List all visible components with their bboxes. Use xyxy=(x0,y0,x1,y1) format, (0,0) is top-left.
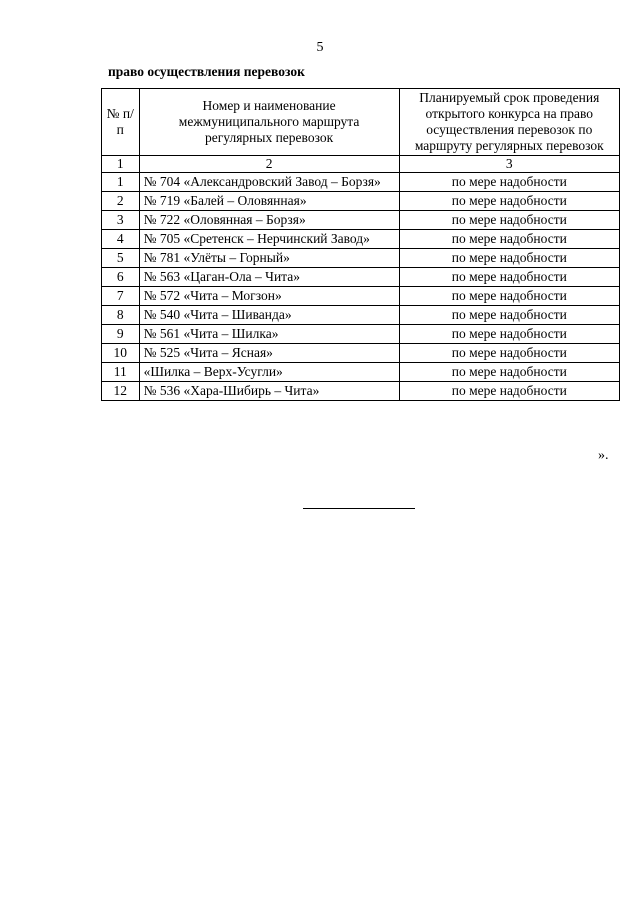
row-number: 2 xyxy=(102,192,140,211)
routes-table xyxy=(101,88,620,401)
table-row xyxy=(102,287,620,306)
contest-term: по мере надобности xyxy=(399,344,619,363)
contest-term: по мере надобности xyxy=(399,306,619,325)
column-number: 1 xyxy=(102,156,140,173)
route-name: № 719 «Балей – Оловянная» xyxy=(139,192,399,211)
row-number: 7 xyxy=(102,287,140,306)
column-number: 3 xyxy=(399,156,619,173)
table-row xyxy=(102,382,620,401)
contest-term: по мере надобности xyxy=(399,173,619,192)
row-number: 10 xyxy=(102,344,140,363)
route-name: № 540 «Чита – Шиванда» xyxy=(139,306,399,325)
header-route: Номер и наименование межмуниципального маршрута регулярных перевозок xyxy=(139,89,399,156)
row-number: 9 xyxy=(102,325,140,344)
contest-term: по мере надобности xyxy=(399,268,619,287)
route-name: № 705 «Сретенск – Нерчинский Завод» xyxy=(139,230,399,249)
column-number-row xyxy=(102,156,620,173)
closing-quote-mark: ». xyxy=(598,448,609,463)
route-name: № 704 «Александровский Завод – Борзя» xyxy=(139,173,399,192)
row-number: 11 xyxy=(102,363,140,382)
page-number: 5 xyxy=(316,40,324,55)
route-name: № 536 «Хара-Шибирь – Чита» xyxy=(139,382,399,401)
table-row xyxy=(102,325,620,344)
contest-term: по мере надобности xyxy=(399,287,619,306)
column-number: 2 xyxy=(139,156,399,173)
route-name: № 561 «Чита – Шилка» xyxy=(139,325,399,344)
table-header-row xyxy=(102,89,620,156)
route-name: № 572 «Чита – Могзон» xyxy=(139,287,399,306)
section-heading: право осуществления перевозок xyxy=(108,64,305,79)
row-number: 8 xyxy=(102,306,140,325)
end-divider-line xyxy=(303,508,415,509)
row-number: 4 xyxy=(102,230,140,249)
table-row xyxy=(102,192,620,211)
table-row xyxy=(102,173,620,192)
table-row xyxy=(102,249,620,268)
route-name: «Шилка – Верх-Усугли» xyxy=(139,363,399,382)
contest-term: по мере надобности xyxy=(399,230,619,249)
contest-term: по мере надобности xyxy=(399,363,619,382)
header-number: № п/п xyxy=(102,89,140,156)
contest-term: по мере надобности xyxy=(399,211,619,230)
route-name: № 781 «Улёты – Горный» xyxy=(139,249,399,268)
table-row xyxy=(102,230,620,249)
contest-term: по мере надобности xyxy=(399,325,619,344)
header-term: Планируемый срок проведения открытого конкурса на право осуществления перевозок по маршруту регулярных перевозок xyxy=(399,89,619,156)
row-number: 1 xyxy=(102,173,140,192)
row-number: 3 xyxy=(102,211,140,230)
row-number: 5 xyxy=(102,249,140,268)
row-number: 6 xyxy=(102,268,140,287)
route-name: № 563 «Цаган-Ола – Чита» xyxy=(139,268,399,287)
table-row xyxy=(102,363,620,382)
contest-term: по мере надобности xyxy=(399,192,619,211)
route-name: № 525 «Чита – Ясная» xyxy=(139,344,399,363)
contest-term: по мере надобности xyxy=(399,382,619,401)
contest-term: по мере надобности xyxy=(399,249,619,268)
table-row xyxy=(102,211,620,230)
table-row xyxy=(102,268,620,287)
row-number: 12 xyxy=(102,382,140,401)
table-row xyxy=(102,306,620,325)
route-name: № 722 «Оловянная – Борзя» xyxy=(139,211,399,230)
table-row xyxy=(102,344,620,363)
